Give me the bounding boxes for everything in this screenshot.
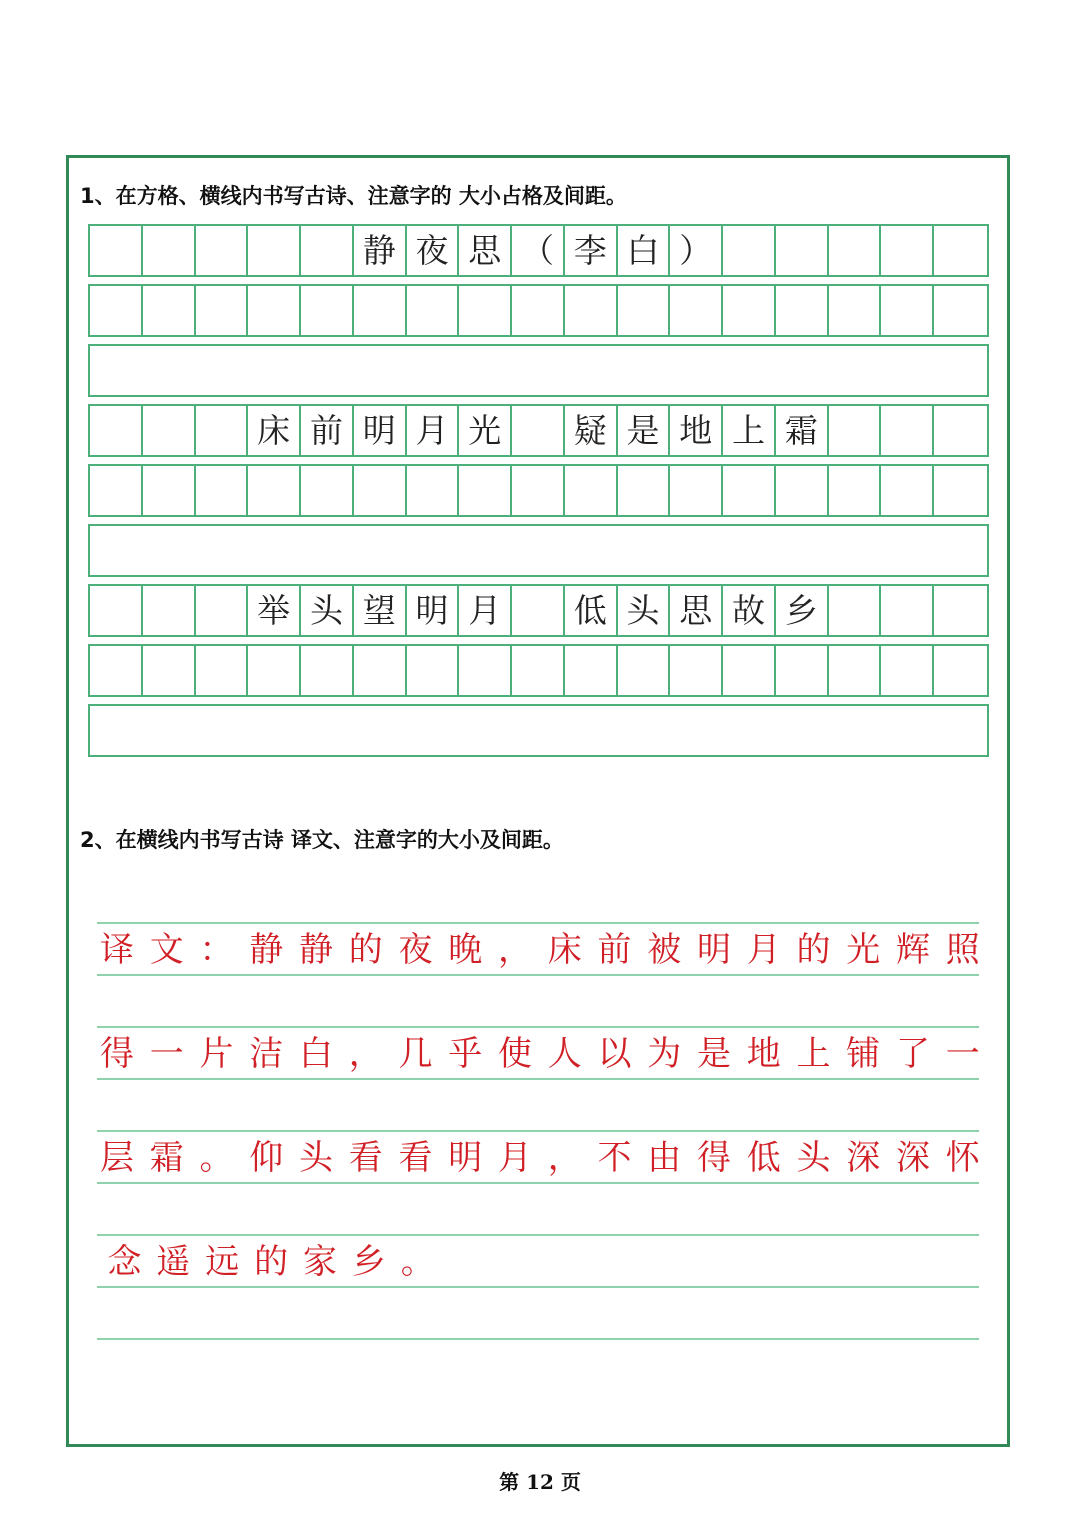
translation-char: 一: [149, 1034, 184, 1074]
guide-line: [97, 974, 979, 976]
guide-line: [97, 1338, 979, 1340]
translation-char: 月: [498, 1138, 532, 1178]
translation-char: 光: [846, 930, 881, 970]
grid-cell: 明: [354, 406, 407, 455]
translation-char: 文: [149, 930, 184, 970]
translation-char: 霜: [149, 1138, 184, 1178]
guide-line: [97, 1182, 979, 1184]
translation-char: 层: [100, 1138, 134, 1178]
grid-cell: [248, 226, 301, 275]
empty-grid-cell: [512, 646, 565, 695]
translation-char: 床: [547, 930, 582, 970]
translation-char: 白: [299, 1034, 333, 1074]
empty-grid-cell: [248, 286, 301, 335]
grid-cell: [881, 586, 934, 635]
translation-char: 深: [896, 1138, 930, 1178]
translation-line-3: [100, 1132, 980, 1184]
empty-grid-cell: [934, 646, 987, 695]
grid-cell: [829, 586, 882, 635]
empty-grid-cell: [143, 466, 196, 515]
empty-grid-cell: [934, 286, 987, 335]
instruction-2: 2、在横线内书写古诗 译文、注意字的大小及间距。: [80, 828, 564, 852]
grid-cell: 举: [248, 586, 301, 635]
grid-cell: [934, 586, 987, 635]
empty-grid-cell: [881, 466, 934, 515]
grid-cell: [934, 406, 987, 455]
empty-grid-cell: [829, 646, 882, 695]
empty-grid-cell: [459, 646, 512, 695]
empty-grid-cell: [407, 646, 460, 695]
empty-grid-cell: [565, 466, 618, 515]
translation-line-2: [100, 1028, 980, 1080]
translation-char: 深: [846, 1138, 881, 1178]
grid-cell: 月: [459, 586, 512, 635]
grid-cell: [196, 226, 249, 275]
translation-char: 辉: [896, 930, 930, 970]
empty-grid-cell: [670, 646, 723, 695]
translation-char: 怀: [945, 1138, 980, 1178]
grid-cell: [934, 226, 987, 275]
empty-grid-cell: [881, 646, 934, 695]
empty-grid-cell: [829, 466, 882, 515]
instruction-1: 1、在方格、横线内书写古诗、注意字的 大小占格及间距。: [80, 184, 627, 208]
grid-cell: 是: [618, 406, 671, 455]
translation-char: 一: [945, 1034, 980, 1074]
translation-char: 照: [945, 930, 980, 970]
grid-row-poem-line-1: [88, 404, 989, 457]
grid-cell: 上: [723, 406, 776, 455]
grid-cell: 霜: [776, 406, 829, 455]
translation-char: 了: [896, 1034, 930, 1074]
translation-char: 得: [100, 1034, 134, 1074]
writing-bar-1: [88, 344, 989, 397]
empty-grid-cell: [512, 286, 565, 335]
translation-char: 是: [697, 1034, 731, 1074]
grid-cell: [776, 226, 829, 275]
empty-grid-cell: [829, 286, 882, 335]
grid-cell: [723, 226, 776, 275]
translation-char: 前: [597, 930, 632, 970]
grid-cell: 夜: [407, 226, 460, 275]
translation-char: 译: [100, 930, 134, 970]
empty-grid-cell: [301, 286, 354, 335]
translation-char: 远: [205, 1242, 240, 1282]
grid-cell: （: [512, 226, 565, 275]
translation-char: 洁: [249, 1034, 284, 1074]
translation-char: 看: [398, 1138, 433, 1178]
empty-grid-cell: [248, 646, 301, 695]
writing-bar-3: [88, 704, 989, 757]
grid-cell: 思: [670, 586, 723, 635]
writing-bar-2: [88, 524, 989, 577]
grid-cell: [196, 586, 249, 635]
translation-char: 遥: [156, 1242, 191, 1282]
empty-grid-cell: [723, 286, 776, 335]
grid-cell: [90, 586, 143, 635]
grid-cell: [829, 406, 882, 455]
translation-char: 地: [746, 1034, 781, 1074]
translation-char: 。: [199, 1138, 234, 1178]
translation-char: 为: [647, 1034, 682, 1074]
grid-cell: [90, 406, 143, 455]
empty-grid-cell: [354, 286, 407, 335]
grid-cell: 头: [301, 586, 354, 635]
grid-row-practice-3: [88, 644, 989, 697]
translation-char: 的: [796, 930, 831, 970]
grid-cell: 望: [354, 586, 407, 635]
grid-row-practice-2: [88, 464, 989, 517]
translation-char: ，: [348, 1034, 383, 1074]
translation-char: 仰: [249, 1138, 284, 1178]
empty-grid-cell: [459, 466, 512, 515]
empty-grid-cell: [354, 466, 407, 515]
translation-char: 晚: [448, 930, 483, 970]
empty-grid-cell: [407, 286, 460, 335]
translation-char: 看: [348, 1138, 383, 1178]
translation-char: 的: [348, 930, 383, 970]
grid-cell: 乡: [776, 586, 829, 635]
grid-cell: 月: [407, 406, 460, 455]
translation-char: 不: [597, 1138, 632, 1178]
empty-grid-cell: [776, 646, 829, 695]
empty-grid-cell: [196, 646, 249, 695]
empty-grid-cell: [565, 286, 618, 335]
translation-line-1: [100, 924, 980, 976]
empty-grid-cell: [723, 466, 776, 515]
empty-grid-cell: [670, 286, 723, 335]
translation-char: 头: [796, 1138, 831, 1178]
translation-char: 得: [697, 1138, 731, 1178]
translation-char: 明: [697, 930, 731, 970]
translation-char: 家: [303, 1242, 337, 1282]
empty-grid-cell: [196, 466, 249, 515]
grid-cell: 头: [618, 586, 671, 635]
grid-cell: 白: [618, 226, 671, 275]
translation-char: 乡: [351, 1242, 386, 1282]
translation-char: 乎: [448, 1034, 483, 1074]
grid-cell: 地: [670, 406, 723, 455]
empty-grid-cell: [618, 466, 671, 515]
translation-char: 念: [107, 1242, 142, 1282]
empty-grid-cell: [670, 466, 723, 515]
translation-char: 人: [547, 1034, 582, 1074]
page-number: 第 12 页: [499, 1470, 581, 1494]
empty-grid-cell: [90, 286, 143, 335]
grid-cell: [90, 226, 143, 275]
translation-char: ，: [498, 930, 532, 970]
grid-cell: 李: [565, 226, 618, 275]
translation-char: 上: [796, 1034, 831, 1074]
translation-line-4: [100, 1236, 980, 1288]
empty-grid-cell: [90, 466, 143, 515]
empty-grid-cell: [776, 466, 829, 515]
empty-grid-cell: [143, 646, 196, 695]
empty-grid-cell: [618, 646, 671, 695]
grid-cell: 前: [301, 406, 354, 455]
translation-char: 低: [746, 1138, 781, 1178]
translation-char: ：: [199, 930, 234, 970]
grid-cell: [829, 226, 882, 275]
translation-char: 由: [647, 1138, 682, 1178]
grid-cell: 床: [248, 406, 301, 455]
empty-grid-cell: [301, 646, 354, 695]
empty-grid-cell: [776, 286, 829, 335]
grid-cell: [881, 406, 934, 455]
empty-grid-cell: [301, 466, 354, 515]
guide-line: [97, 1078, 979, 1080]
translation-char: 几: [398, 1034, 433, 1074]
empty-grid-cell: [512, 466, 565, 515]
translation-char: 使: [498, 1034, 532, 1074]
empty-grid-cell: [196, 286, 249, 335]
grid-cell: 故: [723, 586, 776, 635]
grid-row-practice-1: [88, 284, 989, 337]
translation-char: 头: [299, 1138, 333, 1178]
grid-cell: 静: [354, 226, 407, 275]
empty-grid-cell: [881, 286, 934, 335]
grid-cell: 疑: [565, 406, 618, 455]
empty-grid-cell: [618, 286, 671, 335]
translation-char: 的: [254, 1242, 289, 1282]
empty-grid-cell: [723, 646, 776, 695]
translation-char: 静: [299, 930, 333, 970]
empty-grid-cell: [143, 286, 196, 335]
grid-cell: 光: [459, 406, 512, 455]
empty-grid-cell: [934, 466, 987, 515]
translation-char: 静: [249, 930, 284, 970]
empty-grid-cell: [354, 646, 407, 695]
grid-cell: [512, 586, 565, 635]
empty-grid-cell: [90, 646, 143, 695]
translation-char: 铺: [846, 1034, 881, 1074]
grid-cell: [143, 226, 196, 275]
translation-char: 。: [400, 1242, 435, 1282]
grid-cell: [143, 586, 196, 635]
grid-cell: 低: [565, 586, 618, 635]
grid-cell: [301, 226, 354, 275]
translation-char: ，: [547, 1138, 582, 1178]
grid-cell: 明: [407, 586, 460, 635]
grid-cell: [143, 406, 196, 455]
empty-grid-cell: [248, 466, 301, 515]
translation-char: 片: [199, 1034, 234, 1074]
guide-line: [97, 1286, 979, 1288]
translation-char: 被: [647, 930, 682, 970]
translation-char: 月: [746, 930, 781, 970]
empty-grid-cell: [459, 286, 512, 335]
empty-grid-cell: [565, 646, 618, 695]
grid-cell: [881, 226, 934, 275]
grid-cell: ）: [670, 226, 723, 275]
grid-row-title: [88, 224, 989, 277]
translation-char: 夜: [398, 930, 433, 970]
grid-row-poem-line-2: [88, 584, 989, 637]
grid-cell: [196, 406, 249, 455]
grid-cell: 思: [459, 226, 512, 275]
translation-char: 明: [448, 1138, 483, 1178]
grid-cell: [512, 406, 565, 455]
empty-grid-cell: [407, 466, 460, 515]
translation-char: 以: [597, 1034, 632, 1074]
